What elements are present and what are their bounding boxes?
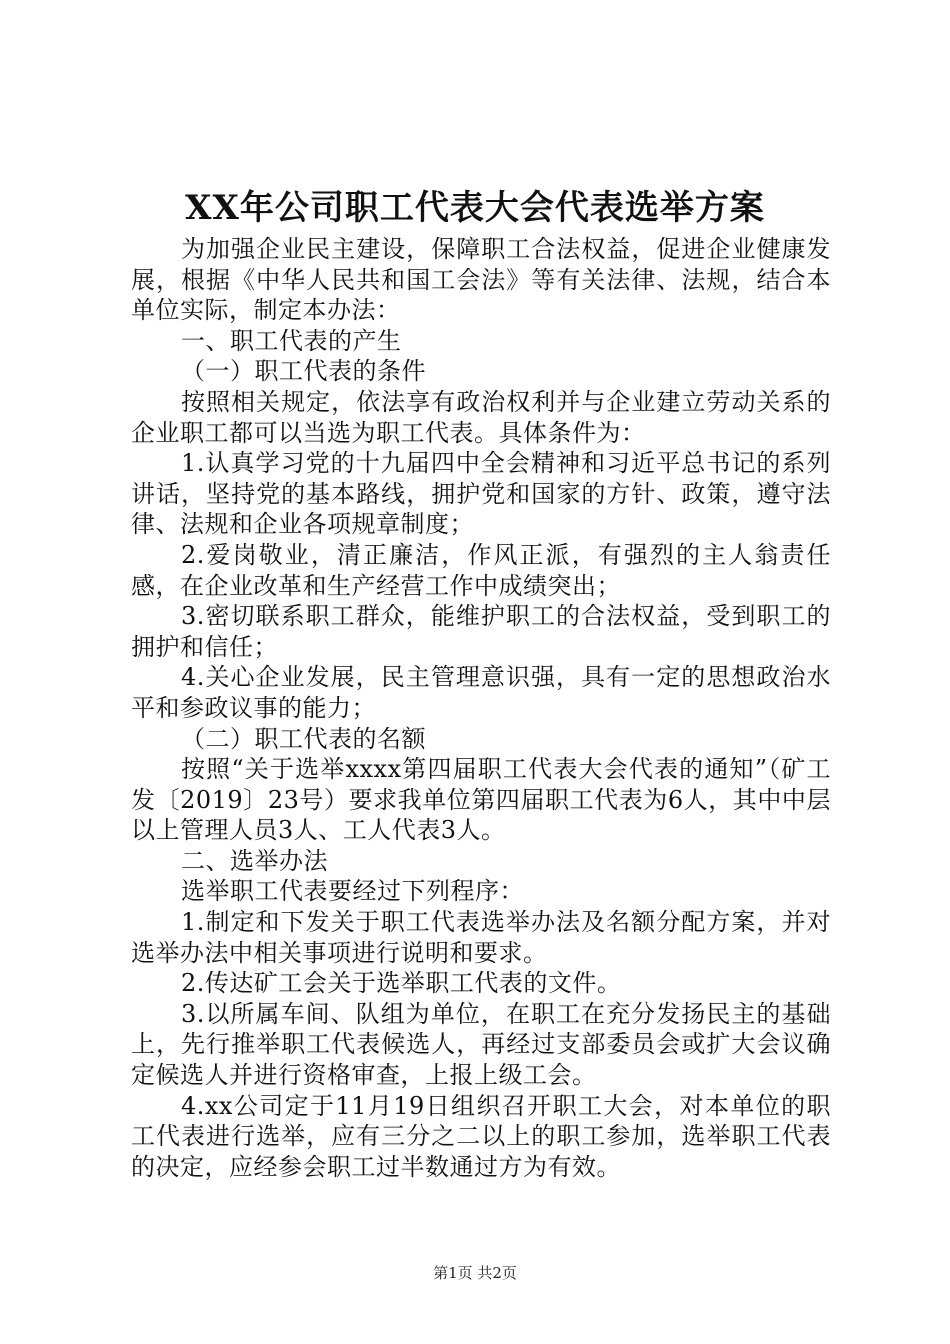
document-title: XX年公司职工代表大会代表选举方案 — [185, 188, 765, 228]
subsection-heading-2: （二）职工代表的名额 — [181, 724, 426, 753]
procedure-item-3: 3.以所属车间、队组为单位，在职工在充分发扬民主的基础上，先行推举职工代表候选人，再经过支部委员会或扩大会议确定候选人并进行资格审查，上报上级工会。 — [131, 999, 831, 1090]
quota-paragraph: 按照“关于选举xxxx第四届职工代表大会代表的通知”（矿工发〔2019〕23号）要求我单位第四届职工代表为6人，其中中层以上管理人员3人、工人代表3人。 — [131, 755, 831, 845]
procedure-item-2: 2.传达矿工会关于选举职工代表的文件。 — [181, 969, 622, 998]
paragraph: 按照相关规定，依法享有政治权利并与企业建立劳动关系的企业职工都可以当选为职工代表。具体条件为： — [131, 387, 831, 447]
section-heading-1: 一、职工代表的产生 — [181, 326, 402, 355]
condition-item-2: 2.爱岗敬业，清正廉洁，作风正派，有强烈的主人翁责任感，在企业改革和生产经营工作中成绩突出； — [131, 540, 831, 600]
procedure-item-1: 1.制定和下发关于职工代表选举办法及名额分配方案，并对选举办法中相关事项进行说明和要求。 — [131, 908, 831, 967]
paragraph: 选举职工代表要经过下列程序： — [181, 877, 524, 906]
subsection-heading-1: （一）职工代表的条件 — [181, 357, 426, 386]
page-number: 第1页 共2页 — [433, 1264, 517, 1282]
condition-item-1: 1.认真学习党的十九届四中全会精神和习近平总书记的系列讲话，坚持党的基本路线，拥护党和国家的方针、政策，遵守法律、法规和企业各项规章制度； — [131, 449, 831, 539]
condition-item-3: 3.密切联系职工群众，能维护职工的合法权益，受到职工的拥护和信任； — [131, 602, 831, 661]
procedure-item-4: 4.xx公司定于11月19日组织召开职工大会，对本单位的职工代表进行选举，应有三分之二以上的职工参加，选举职工代表的决定，应经参会职工过半数通过方为有效。 — [131, 1091, 831, 1181]
section-heading-2: 二、选举办法 — [181, 846, 328, 875]
intro-paragraph: 为加强企业民主建设，保障职工合法权益，促进企业健康发展，根据《中华人民共和国工会法》等有关法律、法规，结合本单位实际，制定本办法： — [131, 235, 831, 325]
document-body — [131, 234, 831, 1182]
condition-item-4: 4.关心企业发展，民主管理意识强，具有一定的思想政治水平和参政议事的能力； — [131, 663, 831, 722]
